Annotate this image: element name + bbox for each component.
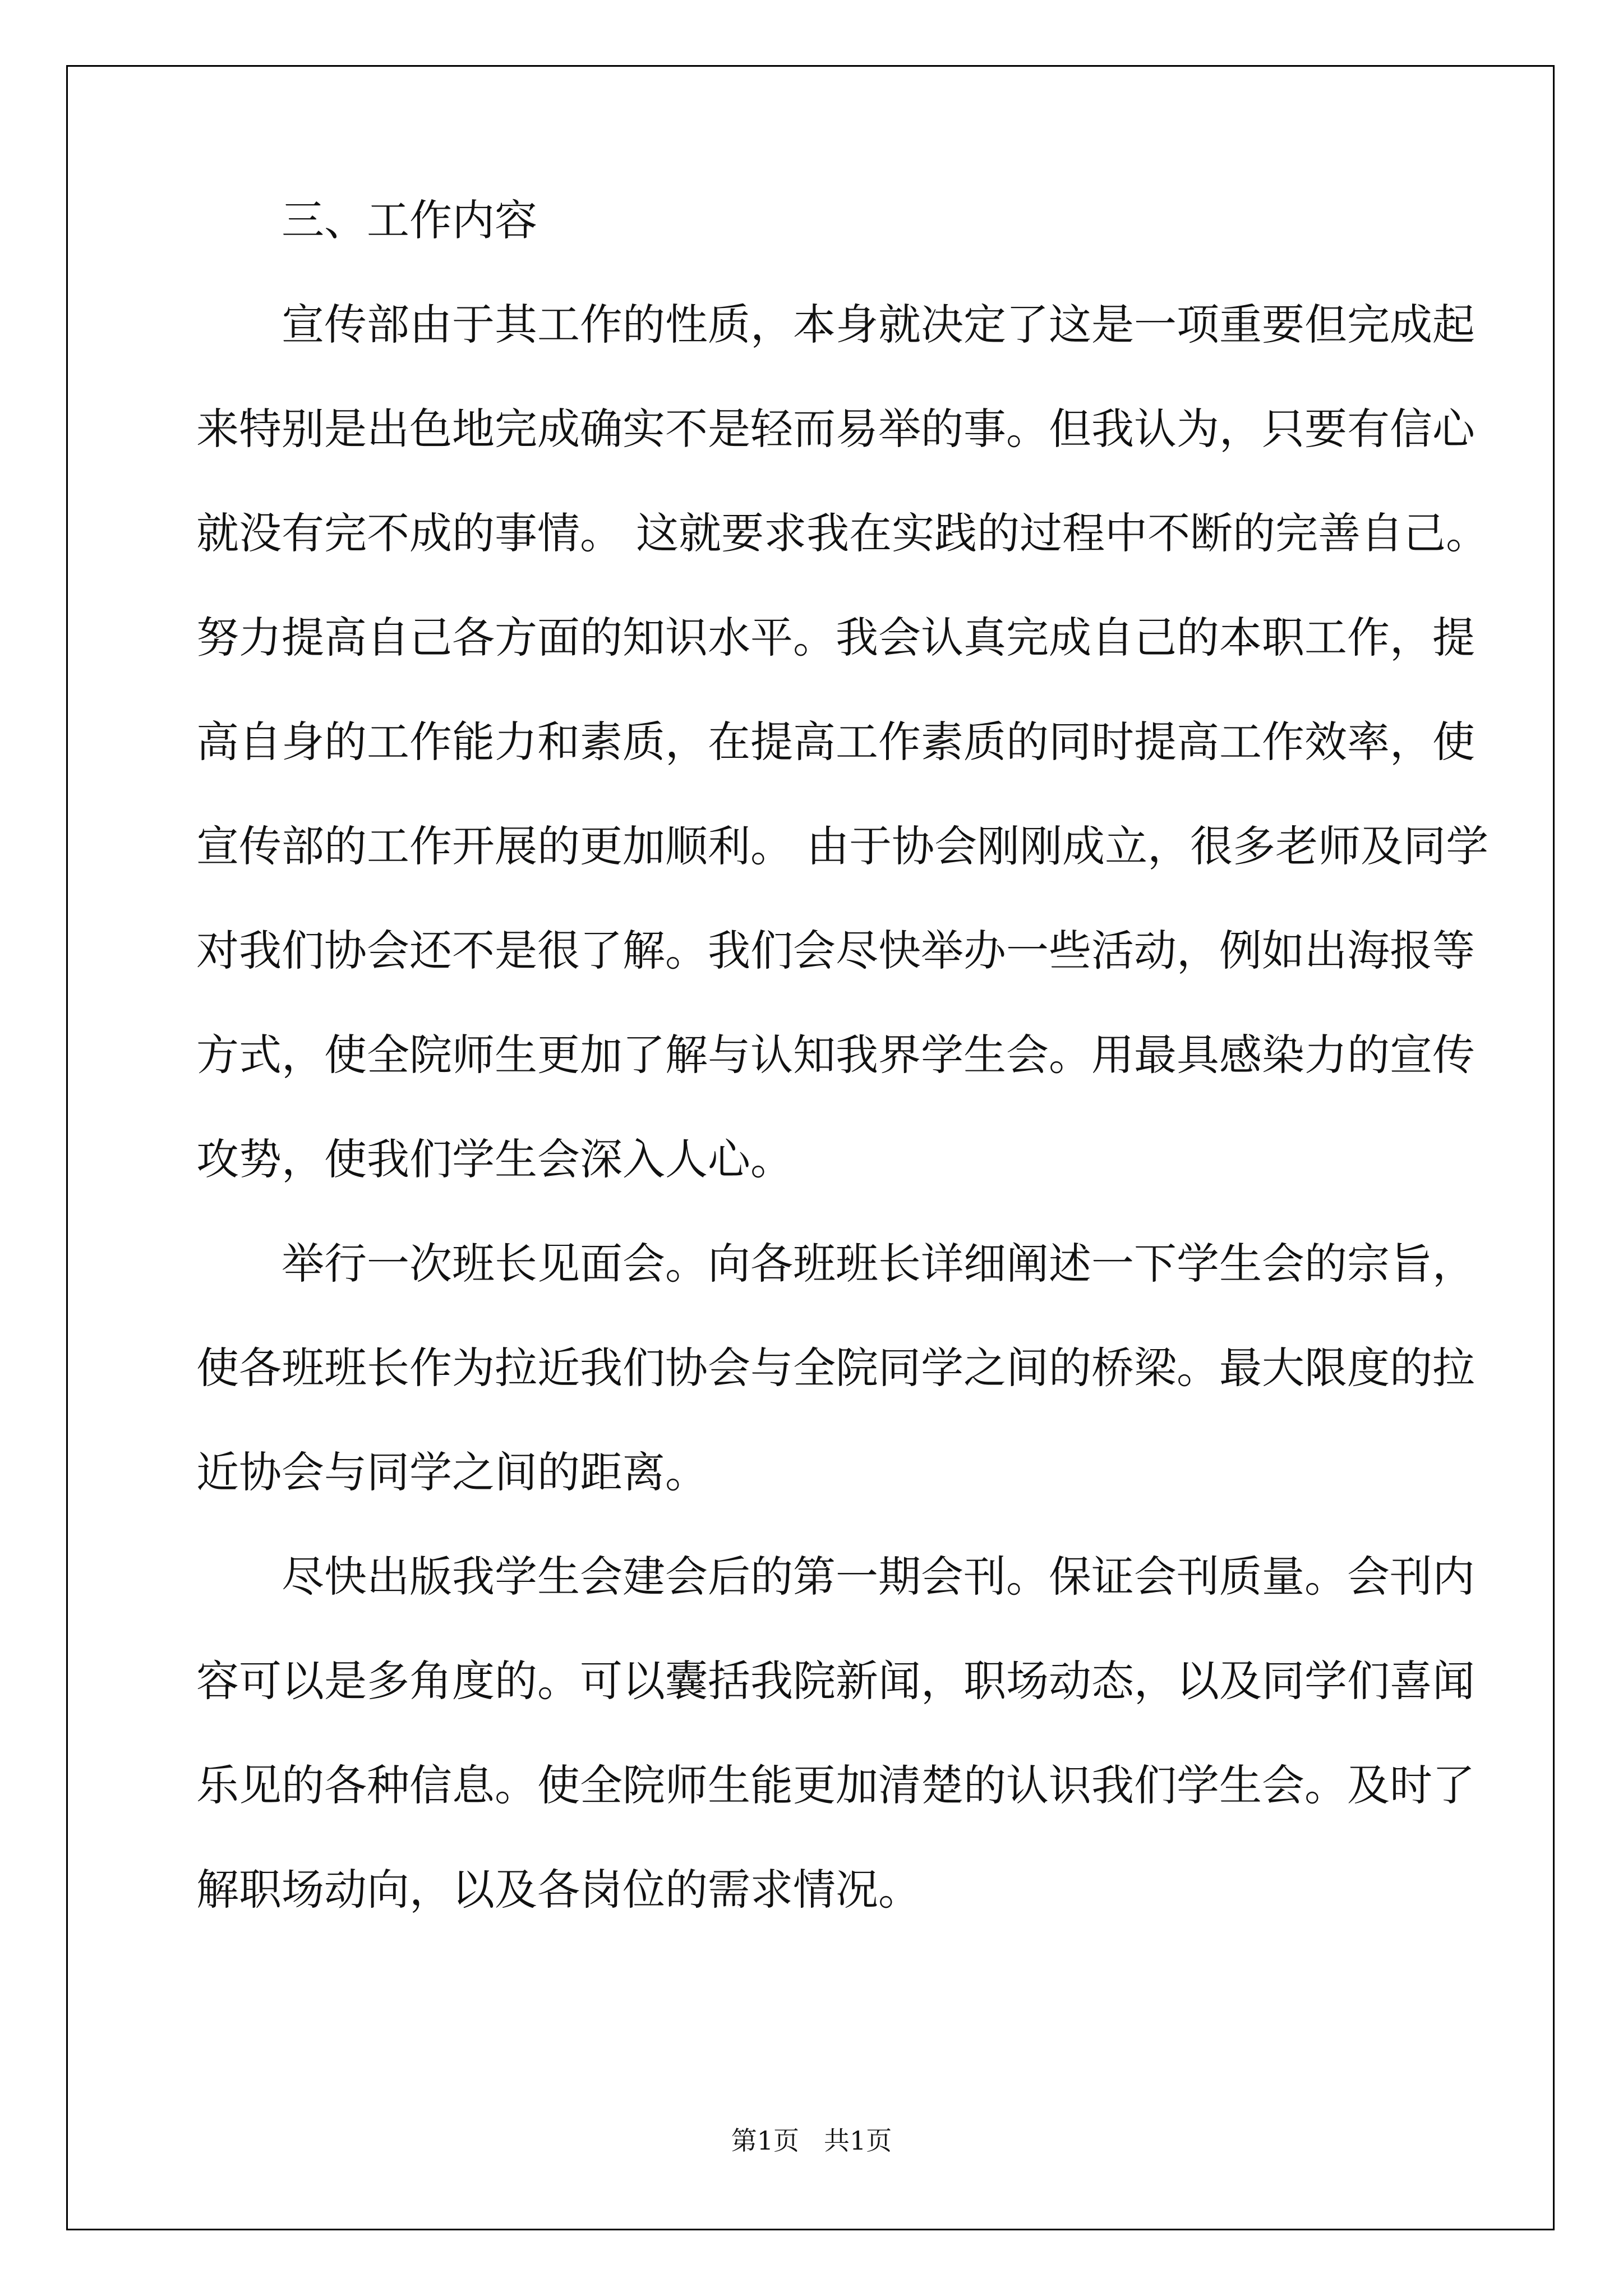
paragraph-1-line-9: 攻势，使我们学生会深入人心。 xyxy=(196,1134,793,1184)
paragraph-3-line-1: 尽快出版我学生会建会后的第一期会刊。保证会刊质量。会刊内 xyxy=(282,1552,1475,1602)
paragraph-1-line-4: 努力提高自己各方面的知识水平。我会认真完成自己的本职工作，提 xyxy=(196,613,1475,662)
paragraph-2-line-3: 近协会与同学之间的距离。 xyxy=(196,1447,708,1497)
paragraph-2-line-1: 举行一次班长见面会。向各班班长详细阐述一下学生会的宗旨， xyxy=(282,1239,1475,1289)
paragraph-3-line-3: 乐见的各种信息。使全院师生能更加清楚的认识我们学生会。及时了 xyxy=(196,1760,1475,1810)
paragraph-2-line-2: 使各班班长作为拉近我们协会与全院同学之间的桥梁。最大限度的拉 xyxy=(196,1343,1475,1393)
page-footer xyxy=(0,2120,1623,2157)
paragraph-1-line-3: 就没有完不成的事情。 这就要求我在实践的过程中不断的完善自己。 xyxy=(196,508,1489,558)
paragraph-1-line-7: 对我们协会还不是很了解。我们会尽快举办一些活动，例如出海报等 xyxy=(196,926,1475,976)
paragraph-1-line-2: 来特别是出色地完成确实不是轻而易举的事。但我认为，只要有信心 xyxy=(196,404,1475,454)
paragraph-1-line-6: 宣传部的工作开展的更加顺利。 由于协会刚刚成立，很多老师及同学 xyxy=(196,821,1489,871)
section-heading: 三、工作内容 xyxy=(282,195,537,245)
paragraph-3-line-2: 容可以是多角度的。可以囊括我院新闻，职场动态，以及同学们喜闻 xyxy=(196,1656,1475,1706)
paragraph-1-line-8: 方式，使全院师生更加了解与认知我界学生会。用最具感染力的宣传 xyxy=(196,1030,1475,1080)
paragraph-1-line-1: 宣传部由于其工作的性质，本身就决定了这是一项重要但完成起 xyxy=(282,300,1475,349)
document-body xyxy=(196,168,1489,1942)
paragraph-3-line-4: 解职场动向，以及各岗位的需求情况。 xyxy=(196,1865,921,1915)
page-total: 共1页 xyxy=(823,2125,892,2156)
page-number: 第1页 xyxy=(731,2125,800,2156)
paragraph-1-line-5: 高自身的工作能力和素质，在提高工作素质的同时提高工作效率，使 xyxy=(196,717,1475,767)
